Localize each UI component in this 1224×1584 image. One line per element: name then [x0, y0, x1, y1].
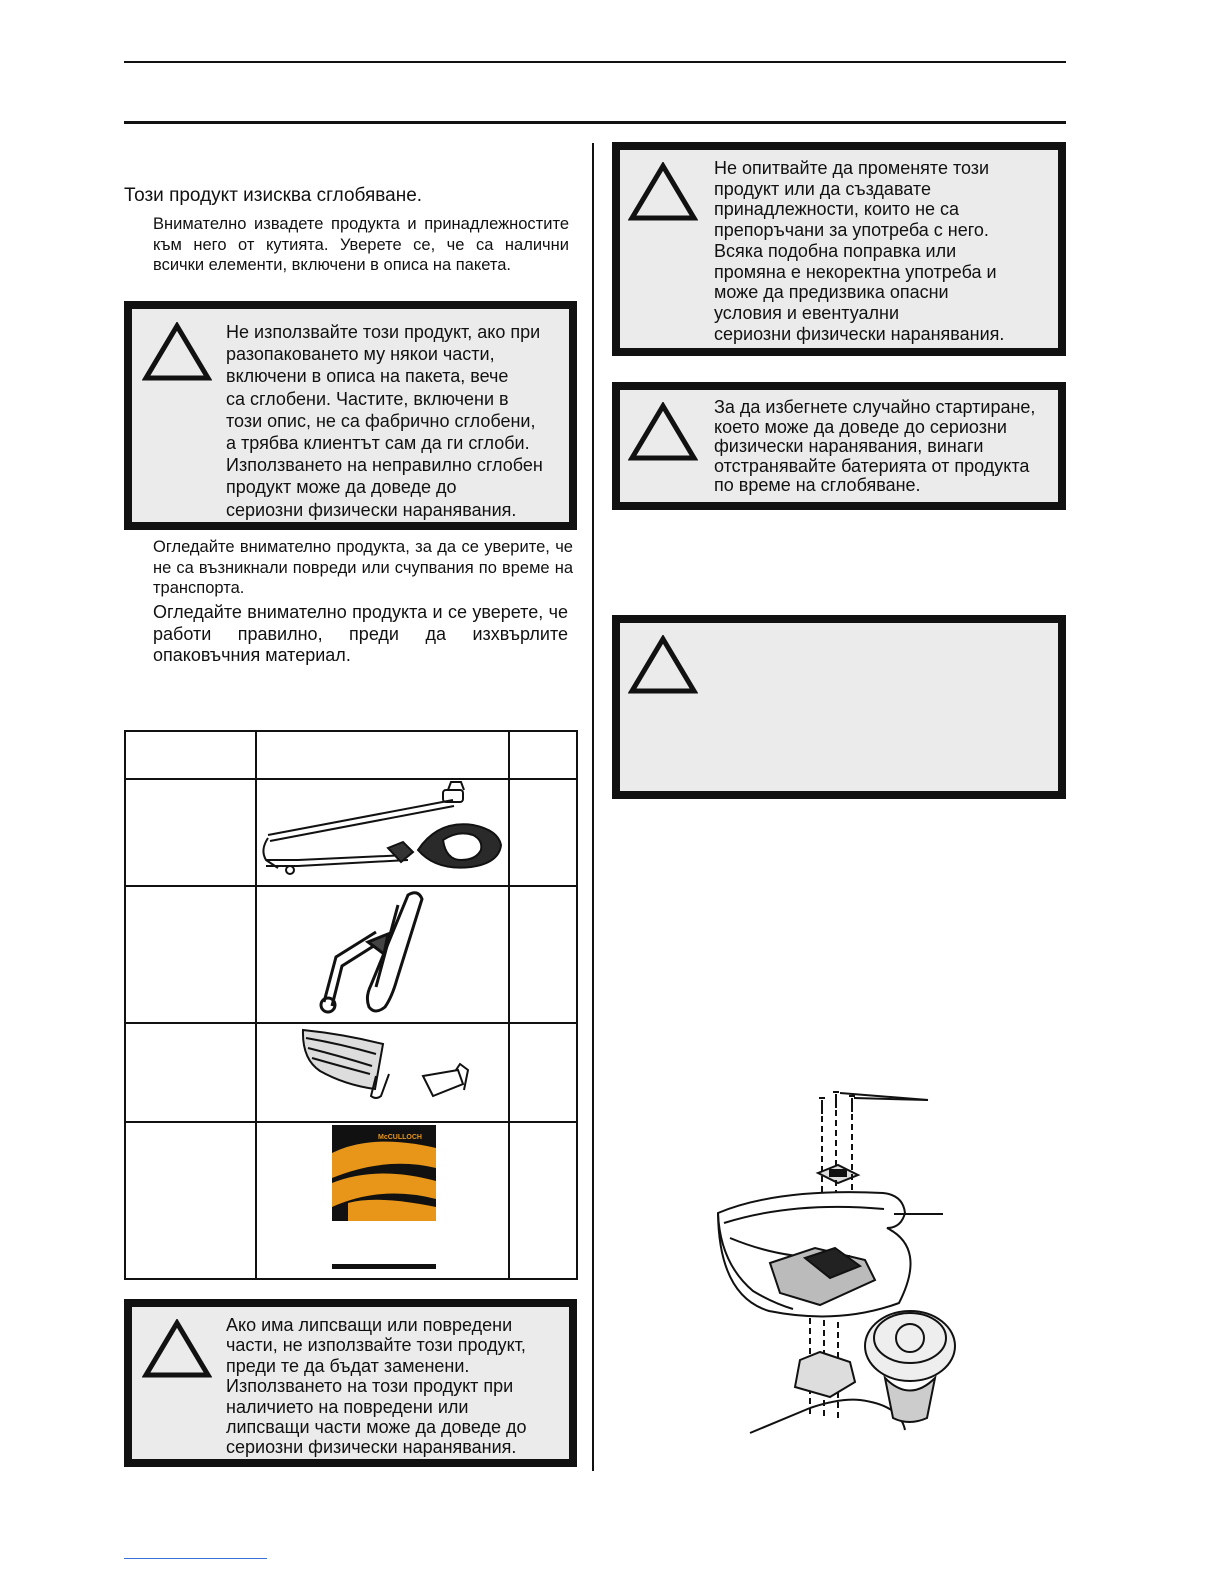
warning-line: препоръчани за употреба с него.	[714, 220, 989, 241]
warning-line: части, не използвайте този продукт,	[226, 1335, 526, 1356]
warning-triangle-icon	[628, 402, 698, 462]
warning-box-modify	[612, 142, 1066, 356]
cell-part-name	[125, 886, 256, 1023]
warning-box-battery	[612, 382, 1066, 510]
table-header-row	[125, 731, 577, 779]
warning-text-damaged	[226, 1315, 566, 1458]
cell-part-image	[256, 779, 509, 886]
warning-line: продукт или да създавате	[714, 178, 931, 199]
warning-line: преди те да бъдат заменени.	[226, 1355, 470, 1376]
warning-line: този опис, не са фабрично сглобени,	[226, 410, 536, 431]
column-divider	[592, 143, 594, 1471]
header-cell-name	[125, 731, 256, 779]
warning-line: физически наранявания, винаги	[714, 436, 984, 456]
warning-line: а трябва клиентът сам да ги сглоби.	[226, 433, 530, 454]
cell-part-name	[125, 1122, 256, 1279]
warning-triangle-icon	[142, 322, 212, 382]
intro-heading: Този продукт изисква сглобяване.	[124, 185, 423, 206]
warning-triangle-icon	[628, 162, 698, 222]
header-rule-bottom	[124, 121, 1066, 124]
front-handle-illustration	[258, 887, 508, 1017]
warning-box-empty	[612, 615, 1066, 799]
warning-box-assembly	[124, 301, 577, 530]
parts-table	[124, 730, 578, 1280]
warning-text-assembly	[226, 321, 566, 521]
booklet-brand-label: McCULLOCH	[377, 1134, 422, 1141]
header-rule-top	[124, 61, 1066, 63]
warning-line: сериозни физически наранявания.	[714, 323, 1005, 344]
warning-line: Всяка подобна поправка или	[714, 240, 957, 261]
cell-part-image	[256, 1023, 509, 1122]
warning-box-damaged	[124, 1299, 577, 1467]
cell-part-name	[125, 779, 256, 886]
warning-line: сериозни физически наранявания.	[226, 499, 517, 520]
intro-paragraph: Внимателно извадете продукта и принадлежностите към него от кутията. Уверете се, че са налични всички елементи, включени в описа на пакета.	[153, 215, 569, 274]
table-row	[125, 886, 577, 1023]
inspect-paragraph-2: Огледайте внимателно продукта и се уверете, че работи правилно, преди да изхвърлите опаковъчния материал.	[153, 602, 568, 665]
warning-text-modify	[714, 158, 1059, 344]
warning-triangle-icon	[142, 1319, 212, 1379]
warning-line: включени в описа на пакета, вече	[226, 366, 509, 387]
cell-part-qty	[509, 779, 577, 886]
warning-line: За да избегнете случайно стартиране,	[714, 397, 1036, 417]
warning-line: може да предизвика опасни	[714, 282, 949, 303]
warning-line: Не опитвайте да променяте този	[714, 158, 990, 178]
warning-text-battery	[714, 398, 1059, 496]
table-row	[125, 1122, 577, 1279]
warning-line: са сглобени. Частите, включени в	[226, 388, 509, 409]
warning-line: Използването на неправилно сглобен	[226, 455, 543, 476]
cell-part-image	[256, 1122, 509, 1279]
warning-line: Ако има липсващи или повредени	[226, 1315, 513, 1335]
warning-line: условия и евентуални	[714, 302, 900, 323]
warning-line: по време на сглобяване.	[714, 475, 921, 495]
warning-line: Не използвайте този продукт, ако при	[226, 322, 541, 342]
trimmer-body-illustration	[258, 780, 508, 880]
warning-line: разопаковането му някои части,	[226, 344, 495, 365]
warning-line: продукт може да доведе до	[226, 477, 457, 498]
cell-part-qty	[509, 886, 577, 1023]
warning-line: което може да доведе до сериозни	[714, 416, 1007, 437]
guard-assembly-diagram	[710, 1088, 970, 1438]
table-row	[125, 1023, 577, 1122]
manual-booklet-illustration	[258, 1123, 508, 1273]
warning-line: Използването на този продукт при	[226, 1376, 514, 1397]
warning-line: сериозни физически наранявания.	[226, 1437, 517, 1458]
header-cell-image	[256, 731, 509, 779]
warning-line: наличието на повредени или	[226, 1396, 469, 1417]
guard-parts-illustration	[258, 1024, 508, 1116]
cell-part-qty	[509, 1122, 577, 1279]
cell-part-qty	[509, 1023, 577, 1122]
cell-part-name	[125, 1023, 256, 1122]
table-row	[125, 779, 577, 886]
inspect-paragraph-1: Огледайте внимателно продукта, за да се уверите, че не са възникнали повреди или счупвания по време на транспорта.	[153, 538, 573, 597]
warning-line: отстранявайте батерията от продукта	[714, 455, 1030, 476]
footer-link-underline	[124, 1558, 267, 1559]
warning-line: промяна е некоректна употреба и	[714, 261, 997, 282]
warning-line: принадлежности, които не са	[714, 199, 960, 220]
warning-line: липсващи части може да доведе до	[226, 1417, 527, 1438]
cell-part-image	[256, 886, 509, 1023]
header-cell-qty	[509, 731, 577, 779]
warning-triangle-icon	[628, 635, 698, 695]
